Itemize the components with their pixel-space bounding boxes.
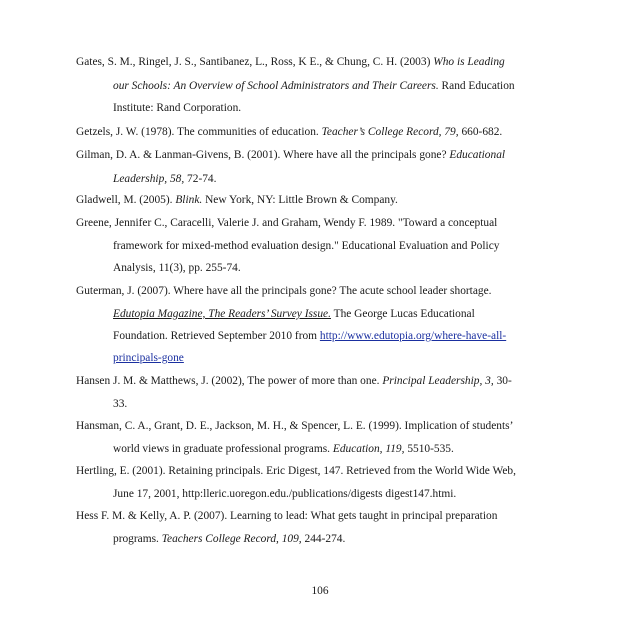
- reference-italic-text: Edutopia Magazine, The Readers’ Survey Issue.: [113, 308, 331, 320]
- reference-line: [76, 125, 502, 139]
- reference-link[interactable]: http://www.edutopia.org/where-have-all-: [319, 330, 507, 342]
- reference-text: framework for mixed-method evaluation design." Educational Evaluation and Policy: [113, 240, 500, 252]
- reference-text: June 17, 2001, http:lleric.uoregon.edu./publications/digests digest147.htmi.: [113, 488, 457, 500]
- reference-line: [76, 464, 516, 478]
- reference-line: [76, 148, 505, 162]
- reference-line: [76, 374, 512, 388]
- reference-italic-text: Who is Leading: [433, 56, 505, 68]
- reference-text: Gates, S. M., Ringel, J. S., Santibanez, L., Ross, K E., & Chung, C. H. (2003): [76, 56, 434, 68]
- reference-italic-text: Education, 119,: [332, 443, 405, 455]
- reference-text: 244-274.: [301, 533, 346, 545]
- reference-text: 660-682.: [458, 126, 503, 138]
- reference-italic-text: Blink.: [175, 194, 203, 206]
- reference-line: [113, 487, 456, 501]
- reference-text: 30-: [493, 375, 512, 387]
- reference-text: Analysis, 11(3), pp. 255-74.: [113, 262, 241, 274]
- reference-text: Greene, Jennifer C., Caracelli, Valerie J. and Graham, Wendy F. 1989. "Toward a conceptual: [76, 217, 498, 229]
- reference-line: [113, 261, 241, 275]
- reference-line: [113, 397, 127, 411]
- reference-line: [76, 55, 505, 69]
- reference-line: [76, 284, 492, 298]
- reference-text: New York, NY: Little Brown & Company.: [202, 194, 398, 206]
- reference-text: Hansman, C. A., Grant, D. E., Jackson, M. H., & Spencer, L. E. (1999). Implication of students’: [76, 420, 514, 432]
- reference-italic-text: our Schools: An Overview of School Administrators and Their Careers.: [113, 80, 439, 92]
- reference-line: [76, 216, 497, 230]
- reference-line: [113, 79, 515, 93]
- reference-line: [113, 532, 345, 546]
- reference-text: Hansen J. M. & Matthews, J. (2002), The power of more than one.: [76, 375, 383, 387]
- reference-italic-text: Teachers College Record, 109,: [161, 533, 302, 545]
- reference-italic-text: Leadership, 58,: [113, 173, 185, 185]
- reference-line: [113, 307, 475, 321]
- reference-text: Hertling, E. (2001). Retaining principals. Eric Digest, 147. Retrieved from the World Wide Web,: [76, 465, 516, 477]
- reference-line: [76, 193, 398, 207]
- reference-text: Rand Education: [438, 80, 515, 92]
- reference-line: [113, 101, 241, 115]
- reference-line: [113, 442, 454, 456]
- reference-line: [113, 239, 499, 253]
- reference-text: Institute: Rand Corporation.: [113, 102, 242, 114]
- reference-text: Hess F. M. & Kelly, A. P. (2007). Learning to lead: What gets taught in principal preparation: [76, 510, 498, 522]
- reference-italic-text: Principal Leadership, 3,: [382, 375, 494, 387]
- reference-line: [113, 329, 506, 343]
- reference-text: 5510-535.: [404, 443, 454, 455]
- reference-line: [113, 172, 216, 186]
- reference-text: Foundation. Retrieved September 2010 from: [113, 330, 320, 342]
- reference-text: Gilman, D. A. & Lanman-Givens, B. (2001). Where have all the principals gone?: [76, 149, 450, 161]
- reference-italic-text: Educational: [449, 149, 506, 161]
- reference-text: Guterman, J. (2007). Where have all the principals gone? The acute school leader shortage.: [76, 285, 492, 297]
- page-number: 106: [311, 585, 329, 597]
- reference-text: Gladwell, M. (2005).: [76, 194, 176, 206]
- reference-text: The George Lucas Educational: [330, 308, 475, 320]
- reference-link[interactable]: principals-gone: [113, 352, 184, 364]
- reference-line: [76, 419, 513, 433]
- reference-line: [113, 351, 184, 365]
- reference-text: 72-74.: [184, 173, 217, 185]
- reference-text: world views in graduate professional programs.: [113, 443, 333, 455]
- reference-text: 33.: [113, 398, 128, 410]
- reference-line: [76, 509, 497, 523]
- reference-italic-text: Teacher’s College Record, 79,: [321, 126, 459, 138]
- reference-text: programs.: [113, 533, 162, 545]
- reference-text: Getzels, J. W. (1978). The communities of education.: [76, 126, 322, 138]
